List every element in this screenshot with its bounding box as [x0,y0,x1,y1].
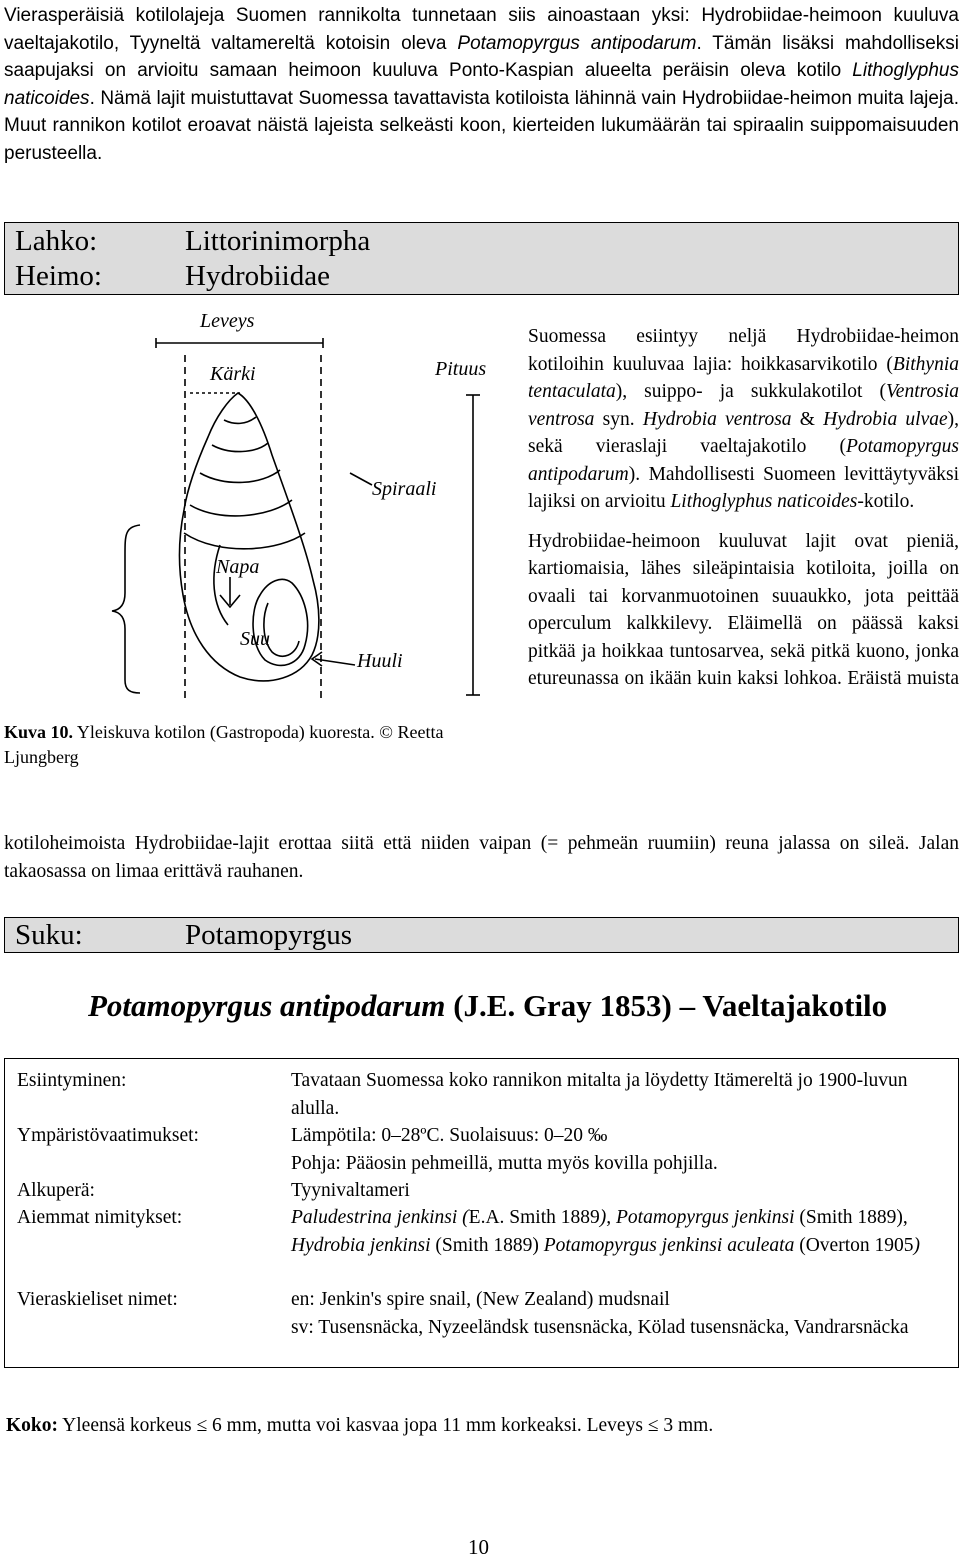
label-spiral: Spiraali [372,478,437,500]
family-description-continued: kotiloheimoista Hydrobiidae-lajit erottaa siitä että niiden vaipan (= pehmeän ruumiin) reuna jalassa on sileä. Jalan takaosassa on limaa erittävä rauhanen. [4,833,959,882]
label-mouth: Suu [240,628,270,650]
environment-label: Ympäristövaatimukset: [17,1125,199,1146]
label-lip: Huuli [357,650,403,672]
left-brace [112,525,140,693]
species-title-rest: (J.E. Gray 1853) – Vaeltajakotilo [445,988,888,1023]
aperture [253,579,308,665]
family-description-paragraph: Hydrobiidae-heimoon kuuluvat lajit ovat pieniä, kartiomaisia, lähes sileäpintaisia kotiloita, joilla on ovaali tai korvanmuotoinen suuaukko, jota peittää operculum kalkkilevy. Eläimellä on päässä kaksi pitkää ja hoikkaa tuntosarvea, sekä pitkä kuono, jonka etureunassa on ikään kuin kaksi lohkoa. Eräistä muista [528,530,959,689]
shell-diagram [100,305,510,715]
genus-box [4,917,959,953]
intro-text-1: Vierasperäisiä kotilolajeja Suomen rannikolta tunnetaan siis ainoastaan yksi: Hydrobiidae-heimoon kuuluva vaeltajakotilo, Tyyneltä valtamereltä kotoisin oleva [4,5,959,54]
foreign-names-label: Vieraskieliset nimet: [17,1289,178,1310]
genus-value: Potamopyrgus [185,919,353,951]
order-label: Lahko: [15,225,98,257]
taxonomy-family-row [5,258,958,294]
species-info-table [4,1058,959,1368]
label-navel: Napa [216,556,260,578]
figure-caption [4,720,484,770]
right-column [528,323,959,693]
environment-value: Lämpötila: 0–28ºC. Suolaisuus: 0–20 ‰ Pohja: Pääosin pehmeillä, mutta myös kovilla pohjilla. [291,1125,718,1174]
page-number: 10 [468,1535,489,1559]
foreign-names-value: en: Jenkin's spire snail, (New Zealand) mudsnail sv: Tusensnäcka, Nyzeeländsk tusensnäcka, Kölad tusensnäcka, Vandrarsnäcka [291,1289,909,1338]
species-list-paragraph: Suomessa esiintyy neljä Hydrobiidae-heimon kotiloihin kuuluvaa lajia: hoikkasarvikotilo (Bithynia tentaculata), suippo- ja sukkulakotilot (Ventrosia ventrosa syn. Hydrobia ventrosa & Hydrobia ulvae), sekä vieraslaji vaeltajakotilo (Potamopyrgus antipodarum). Mahdollisesti Suomeen levittäytyväksi lajiksi on arvioitu Lithoglyphus naticoides-kotilo. [528,326,960,512]
taxonomy-order-row [5,223,958,259]
order-value: Littorinimorpha [185,225,371,257]
intro-species-2: Lithoglyphus naticoides [4,60,959,109]
size-line [6,1412,713,1440]
intro-paragraph [4,2,959,167]
synonyms-value: Paludestrina jenkinsi (E.A. Smith 1889), Potamopyrgus jenkinsi (Smith 1889), Hydrobia jenkinsi (Smith 1889) Potamopyrgus jenkinsi aculeata (Overton 1905) [291,1207,920,1256]
spiral-pointer [350,473,372,485]
label-width: Leveys [200,310,255,332]
taxonomy-box [4,222,959,295]
caption-text: Yleiskuva kotilon (Gastropoda) kuoresta. © Reetta Ljungberg [4,722,444,767]
suture-1 [224,417,256,423]
family-label: Heimo: [15,260,102,292]
synonyms-label: Aiemmat nimitykset: [17,1207,183,1228]
occurrence-value: Tavataan Suomessa koko rannikon mitalta ja löydetty Itämereltä jo 1900-luvun alulla. [291,1070,908,1119]
species-title [88,986,887,1026]
occurrence-label: Esiintyminen: [17,1070,127,1091]
origin-label: Alkuperä: [17,1180,95,1201]
species-title-italic: Potamopyrgus antipodarum [88,988,446,1023]
label-apex: Kärki [210,363,256,385]
size-label: Koko: [6,1415,59,1436]
size-text: Yleensä korkeus ≤ 6 mm, mutta voi kasvaa jopa 11 mm korkeaksi. Leveys ≤ 3 mm. [58,1415,714,1436]
label-length: Pituus [435,358,487,380]
origin-value: Tyynivaltameri [291,1180,410,1201]
genus-label: Suku: [15,919,83,951]
family-value: Hydrobiidae [185,260,330,292]
intro-text-3: . Nämä lajit muistuttavat Suomessa tavattavista kotiloista lähinnä vain Hydrobiidae-heimon muita lajeja. Muut rannikon kotilot eroavat näistä lajeista selkeästi koon, kierteiden lukumäärän tai spiraalin suippomaisuuden perusteella. [4,87,959,164]
intro-species-1: Potamopyrgus antipodarum [457,32,697,54]
caption-number: Kuva 10. [4,722,74,742]
intro-text-2: . Tämän lisäksi mahdolliseksi saapujaksi on arvioitu samaan heimoon kuuluva Ponto-Kaspian alueelta peräisin oleva kotilo [4,32,959,81]
